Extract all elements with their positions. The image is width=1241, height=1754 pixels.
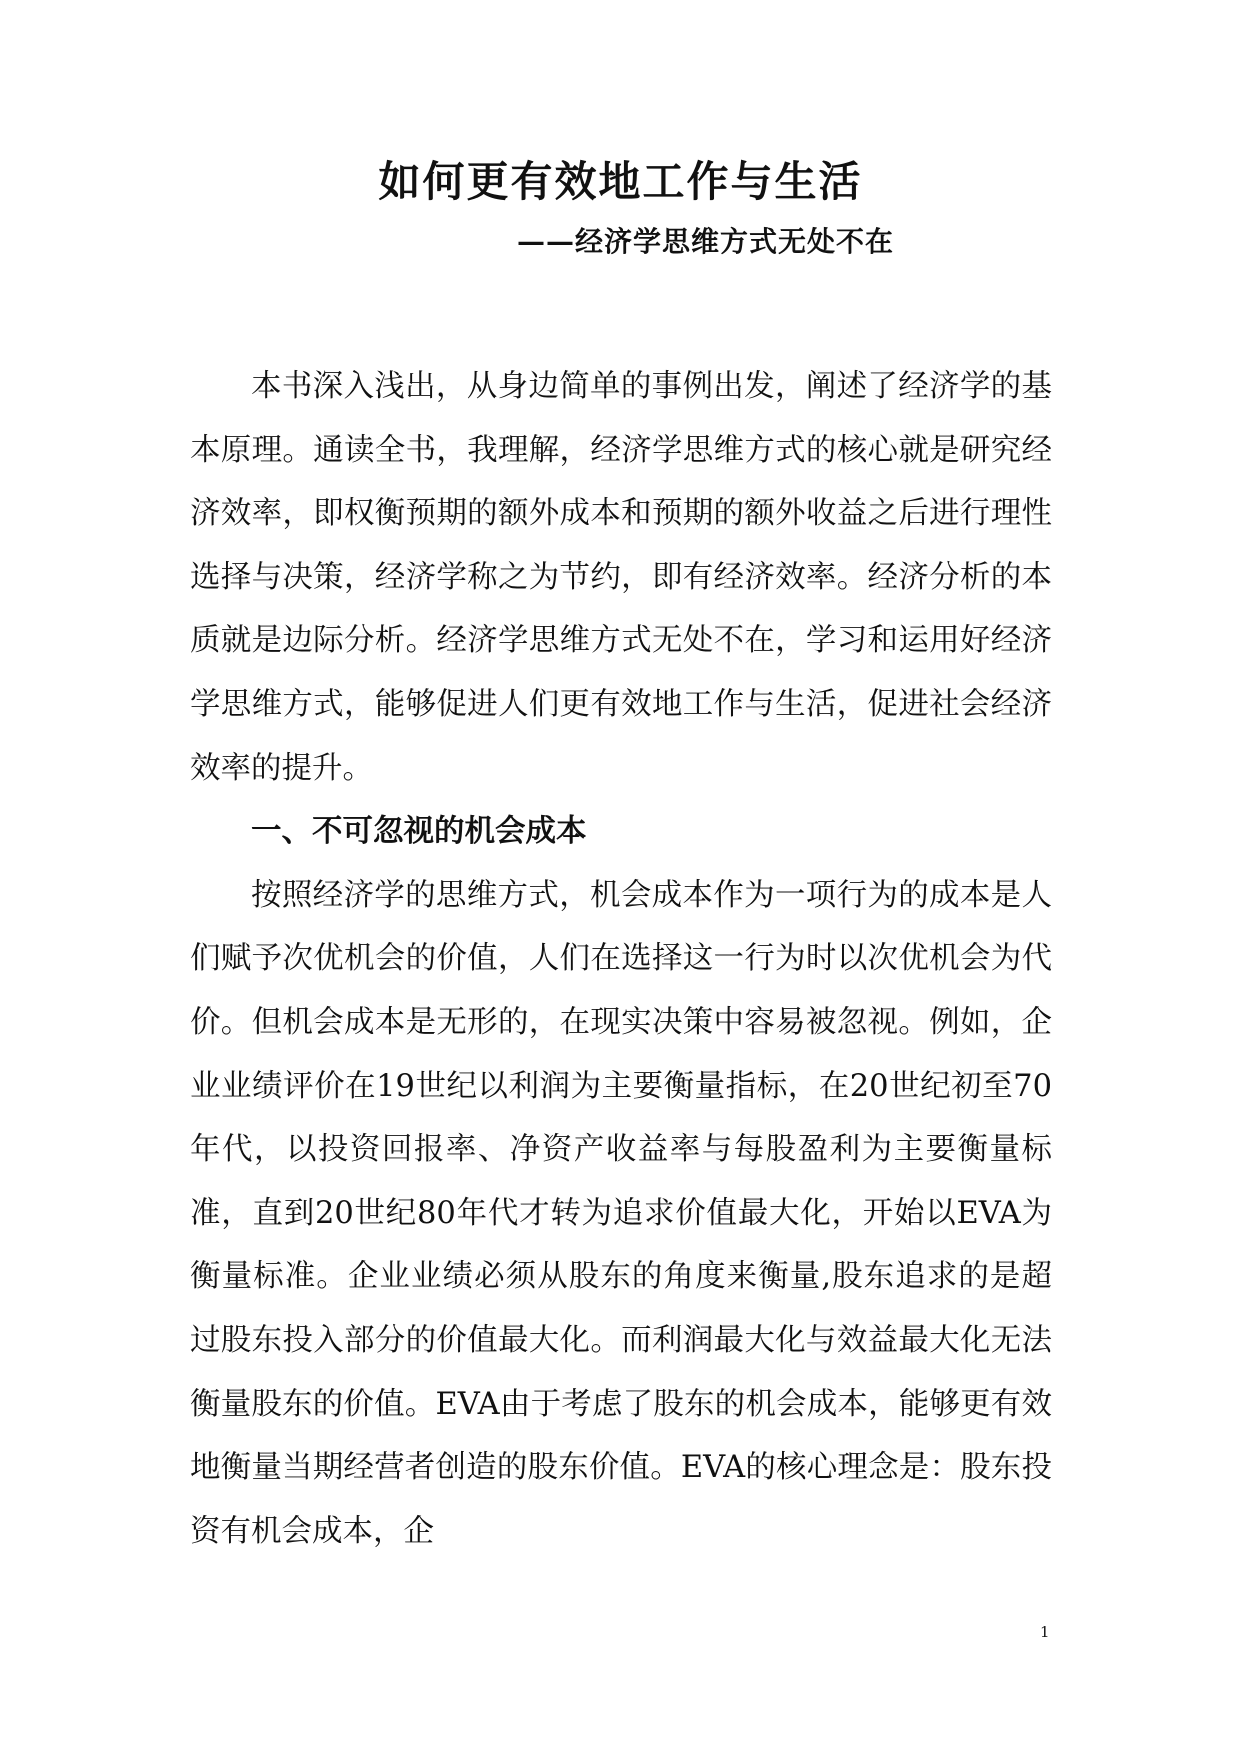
section-heading: 一、不可忽视的机会成本 (251, 813, 587, 850)
document-body (190, 355, 1052, 1563)
document-subtitle: ——经济学思维方式无处不在 (516, 225, 894, 258)
section-paragraph: 按照经济学的思维方式，机会成本作为一项行为的成本是人们赋予次优机会的价值，人们在选择这一行为时以次优机会为代价。但机会成本是无形的，在现实决策中容易被忽视。例如，企业业绩评价在19世纪以利润为主要衡量指标，在20世纪初至70年代，以投资回报率、净资产收益率与每股盈利为主要衡量标准，直到20世纪80年代才转为追求价值最大化，开始以EVA为衡量标准。企业业绩必须从股东的角度来衡量,股东追求的是超过股东投入部分的价值最大化。而利润最大化与效益最大化无法衡量股东的价值。EVA由于考虑了股东的机会成本，能够更有效地衡量当期经营者创造的股东价值。EVA的核心理念是：股东投资有机会成本，企 (190, 877, 1052, 1549)
page-number: 1 (1040, 1623, 1050, 1641)
intro-paragraph: 本书深入浅出，从身边简单的事例出发，阐述了经济学的基本原理。通读全书，我理解，经济学思维方式的核心就是研究经济效率，即权衡预期的额外成本和预期的额外收益之后进行理性选择与决策，经济学称之为节约，即有经济效率。经济分析的本质就是边际分析。经济学思维方式无处不在，学习和运用好经济学思维方式，能够促进人们更有效地工作与生活，促进社会经济效率的提升。 (190, 369, 1052, 786)
document-title: 如何更有效地工作与生活 (378, 157, 863, 206)
